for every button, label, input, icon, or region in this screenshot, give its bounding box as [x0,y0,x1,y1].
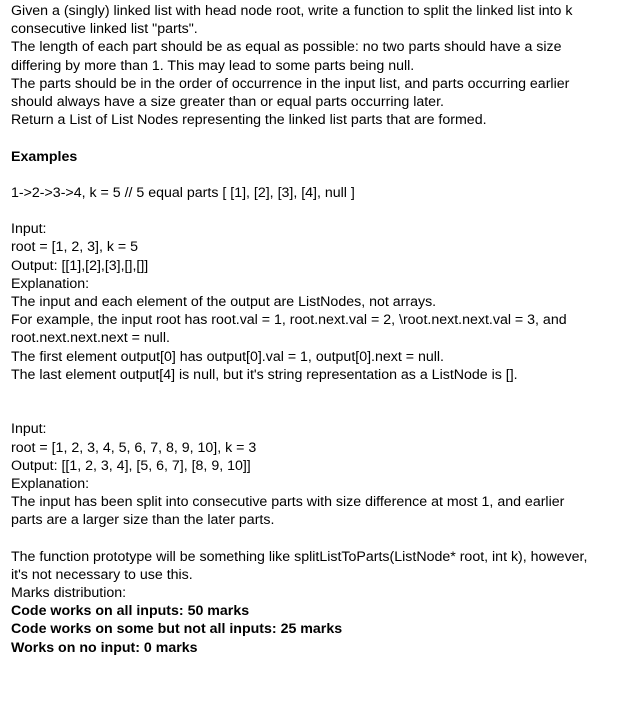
spacer [11,202,616,220]
example-line: The input has been split into consecutive parts with size difference at most 1, and earlier [11,494,565,511]
spacer [11,166,616,184]
intro-line: consecutive linked list "parts". [11,21,198,38]
spacer [11,129,616,147]
intro-line: should always have a size greater than or equal parts occurring later. [11,93,444,110]
marks-line: Works on no input: 0 marks [11,639,198,656]
intro-line: differing by more than 1. This may lead to some parts being null. [11,57,415,74]
spacer [11,529,616,547]
spacer [11,384,616,402]
notes-line: The function prototype will be something like splitListToParts(ListNode* root, int k), however, [11,548,588,565]
intro-line: Given a (singly) linked list with head node root, write a function to split the linked list into k [11,3,573,19]
example-line: parts are a larger size than the later parts. [11,512,275,529]
notes-line: it's not necessary to use this. [11,566,193,583]
example-line: Input: [11,221,47,238]
notes-section [11,548,616,603]
example-line: The input and each element of the output are ListNodes, not arrays. [11,294,437,310]
example-line: For example, the input root has root.val = 1, root.next.val = 2, \root.next.next.val = 3, and [11,312,567,329]
example-line: root.next.next.next = null. [11,330,170,347]
example-line: root = [1, 2, 3, 4, 5, 6, 7, 8, 9, 10], k = 3 [11,439,257,456]
example-line: The first element output[0] has output[0].val = 1, output[0].next = null. [11,348,444,365]
intro-line: The length of each part should be as equal as possible: no two parts should have a size [11,39,562,56]
example-line: The last element output[4] is null, but it's string representation as a ListNode is []. [11,366,518,383]
marks-line: Code works on some but not all inputs: 25 marks [11,621,343,638]
marks-section [11,602,616,657]
example-line: root = [1, 2, 3], k = 5 [11,239,138,256]
intro-section [11,2,616,129]
example-summary: 1->2->3->4, k = 5 // 5 equal parts [ [1], [2], [3], [4], null ] [11,184,355,201]
example-2 [11,420,616,529]
example-line: Explanation: [11,475,90,492]
example-line: Output: [[1],[2],[3],[],[]] [11,257,149,274]
example-line: Output: [[1, 2, 3, 4], [5, 6, 7], [8, 9, 10]] [11,457,251,474]
intro-line: Return a List of List Nodes representing the linked list parts that are formed. [11,112,487,129]
example-line: Explanation: [11,275,90,292]
examples-heading: Examples [11,148,78,165]
problem-document [11,2,616,657]
notes-line: Marks distribution: [11,585,127,601]
marks-line: Code works on all inputs: 50 marks [11,603,250,620]
intro-line: The parts should be in the order of occurrence in the input list, and parts occurring earlier [11,75,570,92]
example-1 [11,220,616,384]
example-line: Input: [11,421,47,438]
spacer [11,402,616,420]
